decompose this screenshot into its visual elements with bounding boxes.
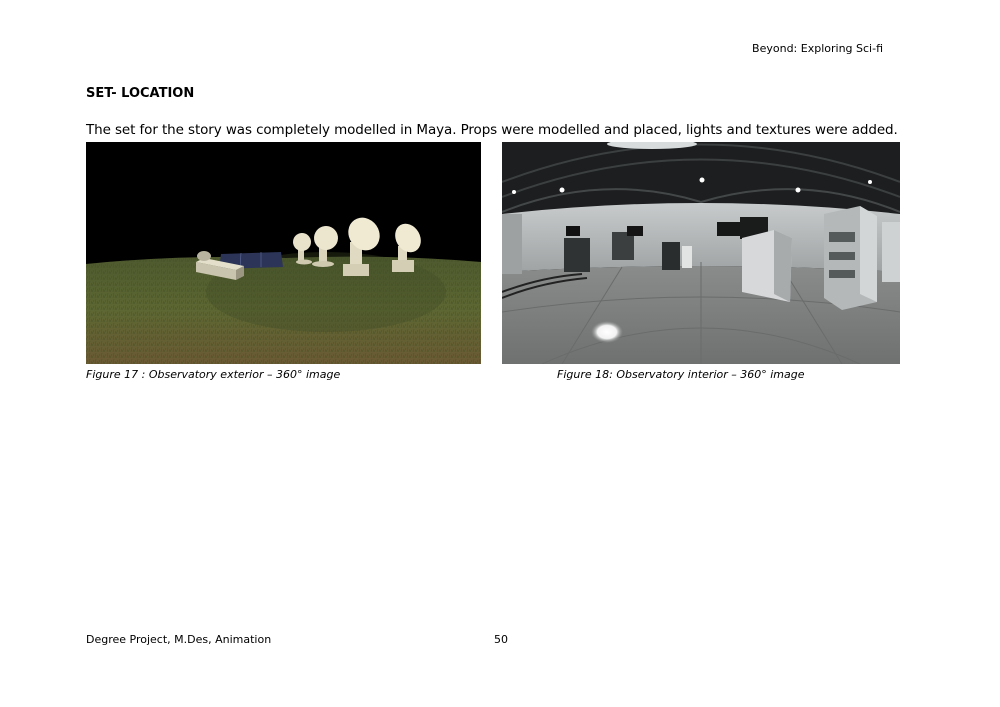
intro-paragraph: The set for the story was completely modelled in Maya. Props were modelled and placed, lights and textures were added.	[86, 122, 898, 138]
page-number: 50	[494, 633, 508, 646]
figure-17-caption: Figure 17 : Observatory exterior – 360° image	[86, 368, 341, 381]
running-header: Beyond: Exploring Sci-fi	[752, 42, 883, 55]
section-title: SET- LOCATION	[86, 86, 195, 101]
figure-18-caption: Figure 18: Observatory interior – 360° image	[557, 368, 805, 381]
interior-render-image	[502, 142, 900, 364]
figure-observatory-interior	[502, 142, 900, 364]
exterior-render-image	[86, 142, 481, 364]
figure-observatory-exterior	[86, 142, 481, 364]
footer-program: Degree Project, M.Des, Animation	[86, 633, 272, 646]
